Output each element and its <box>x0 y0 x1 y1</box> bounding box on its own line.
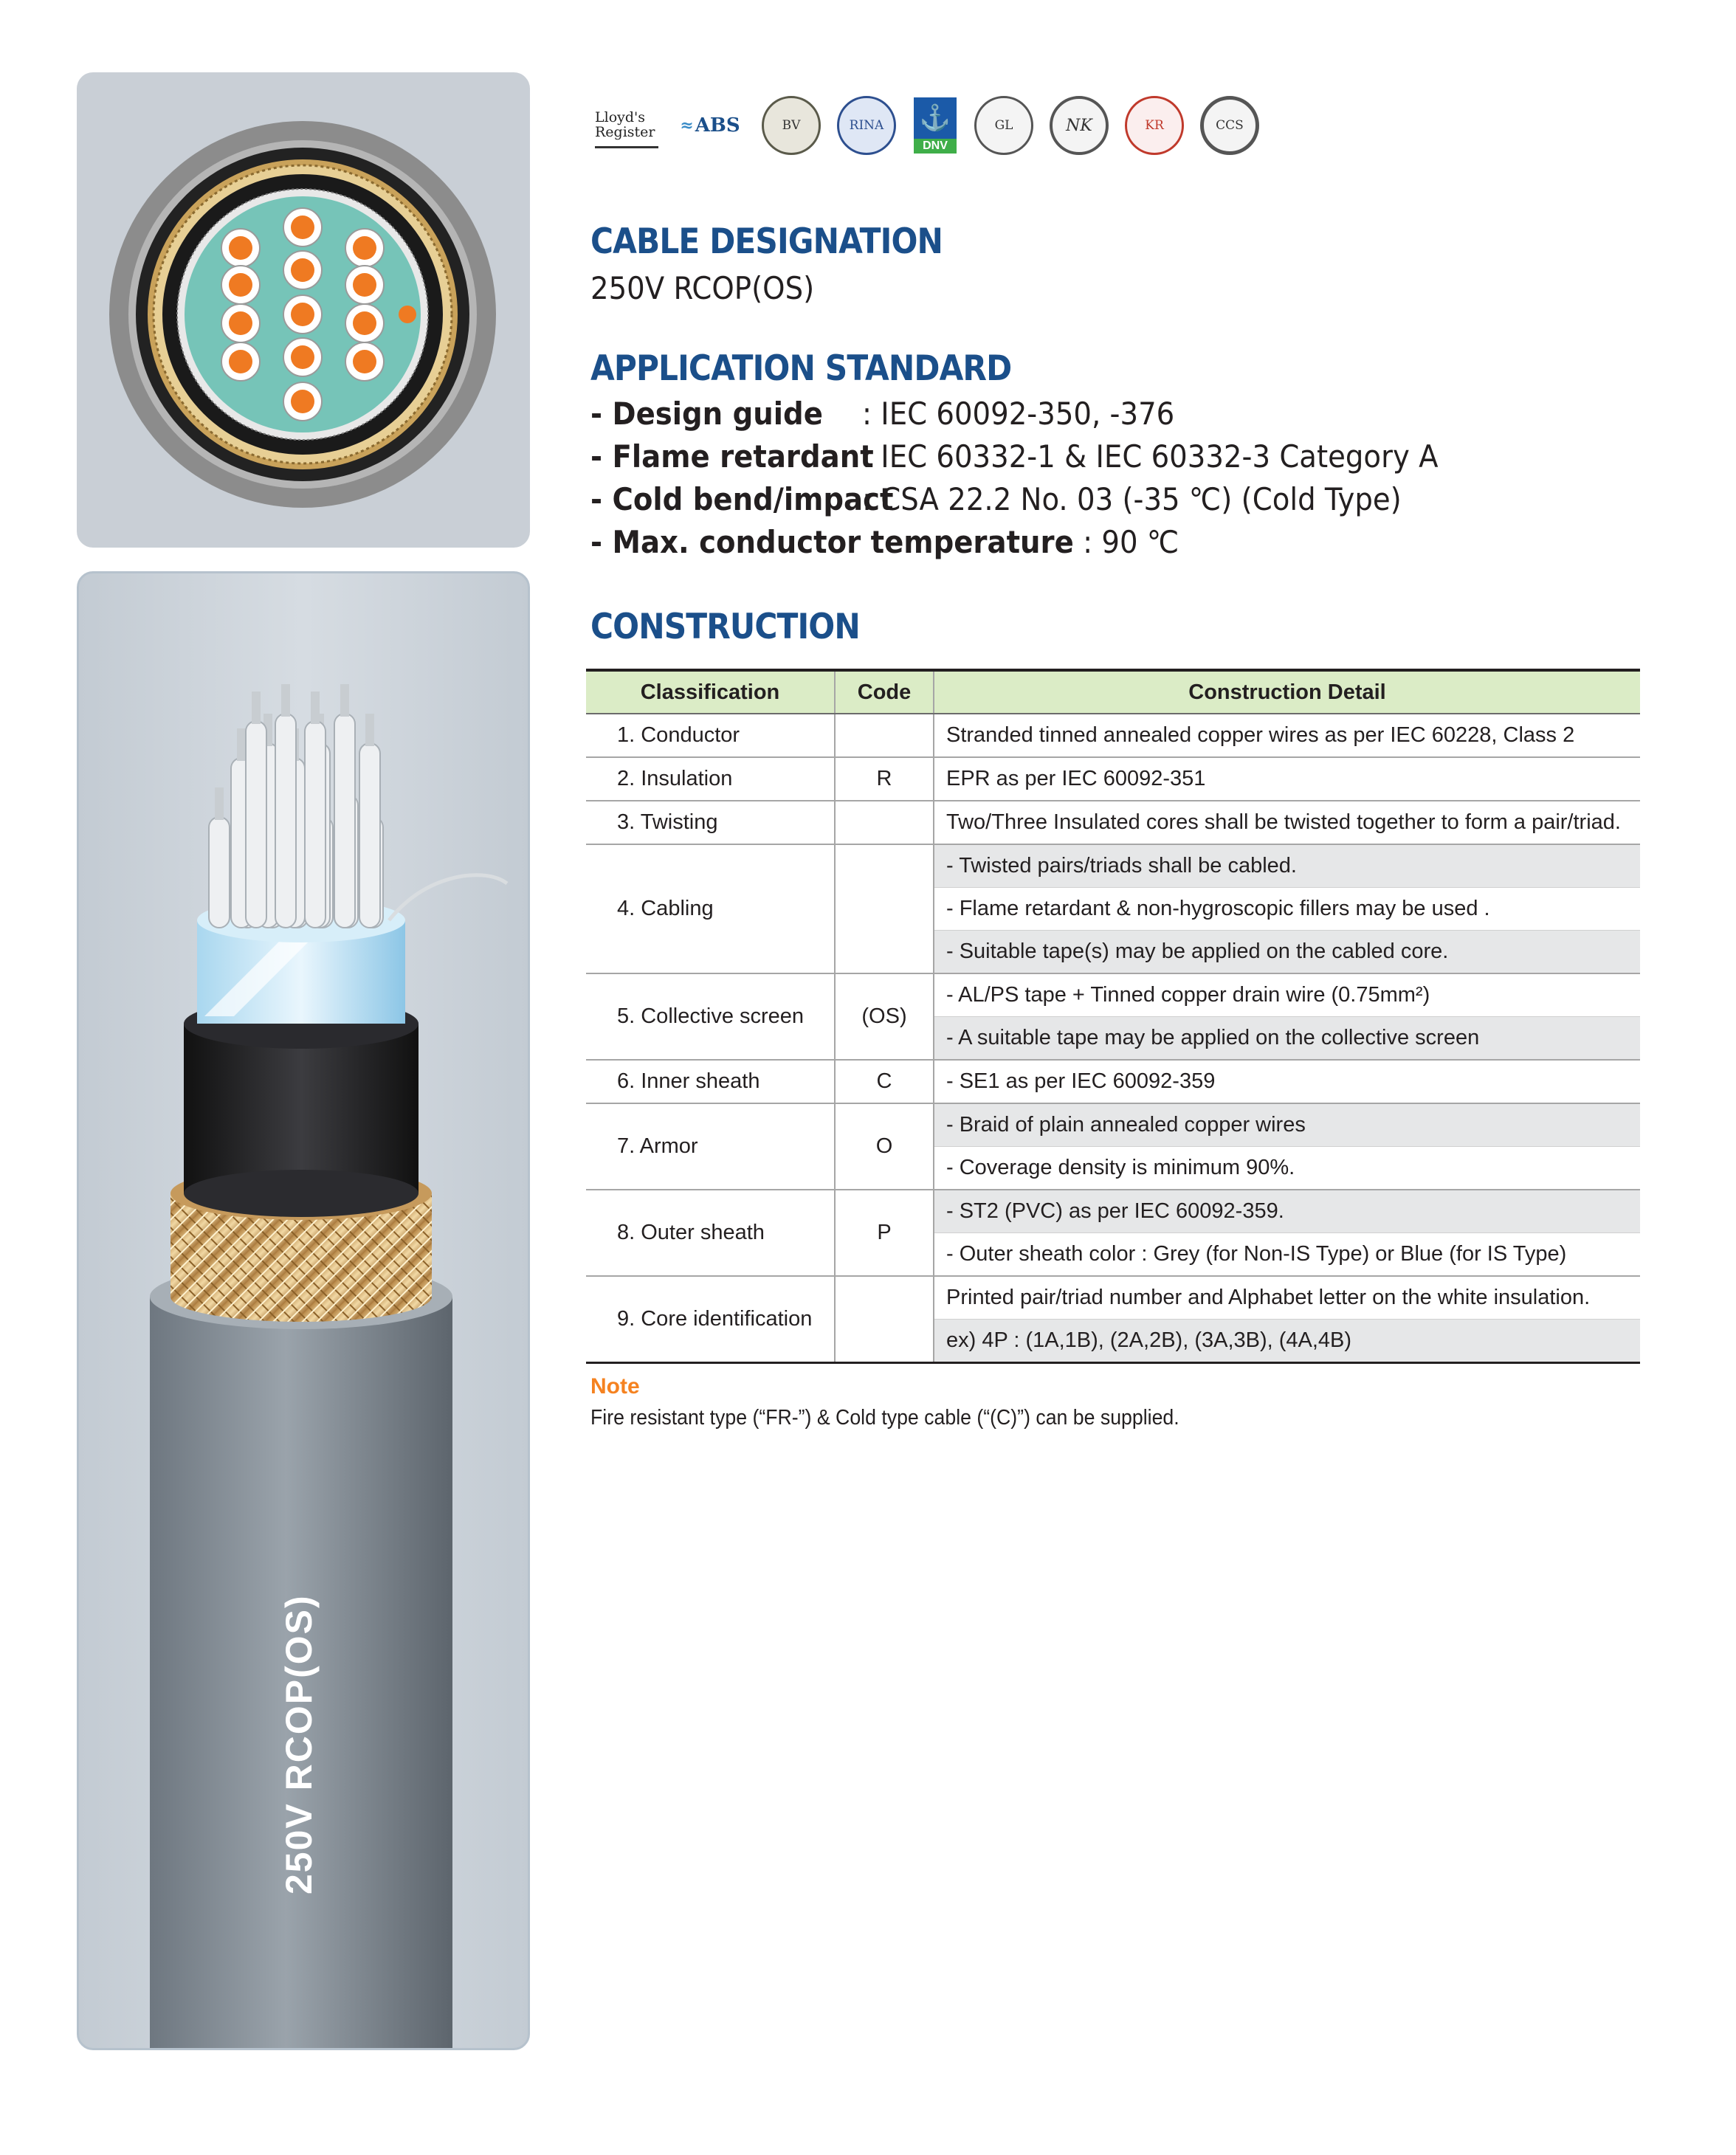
row-code: O <box>835 1103 934 1190</box>
table-row <box>586 844 1640 888</box>
cable-print-label: 250V RCOP(OS) <box>278 1594 320 1894</box>
conductor <box>353 236 376 260</box>
row-detail: - SE1 as per IEC 60092-359 <box>934 1060 1640 1103</box>
row-classification: 4. Cabling <box>586 844 835 973</box>
abs-waves-icon: ≈ <box>680 116 694 135</box>
table-row <box>586 973 1640 1017</box>
row-detail: - ST2 (PVC) as per IEC 60092-359. <box>934 1190 1640 1233</box>
kr-seal: KR <box>1125 96 1184 155</box>
conductor-strand <box>237 728 246 761</box>
row-classification: 9. Core identification <box>586 1276 835 1363</box>
row-code <box>835 801 934 844</box>
standard-flame-retardant: - Flame retardant: IEC 60332-1 & IEC 60332-3 Category A <box>590 438 1439 475</box>
conductor-strand <box>252 692 261 724</box>
table-row <box>586 757 1640 801</box>
construction-table <box>586 669 1640 1364</box>
conductor <box>353 350 376 373</box>
row-detail: - Flame retardant & non-hygroscopic fillers may be used . <box>934 888 1640 931</box>
dnv-logo: ⚓ DNV <box>912 96 958 155</box>
insulated-core <box>359 743 380 928</box>
row-code: C <box>835 1060 934 1103</box>
row-classification: 1. Conductor <box>586 714 835 757</box>
row-classification: 7. Armor <box>586 1103 835 1190</box>
row-detail: ex) 4P : (1A,1B), (2A,2B), (3A,3B), (4A,4B) <box>934 1320 1640 1363</box>
designation-heading: CABLE DESIGNATION <box>590 221 943 262</box>
row-classification: 2. Insulation <box>586 757 835 801</box>
row-detail: - Braid of plain annealed copper wires <box>934 1103 1640 1147</box>
conductor <box>353 273 376 297</box>
table-row <box>586 801 1640 844</box>
construction-heading: CONSTRUCTION <box>590 607 860 647</box>
anchor-icon: ⚓ <box>914 97 957 139</box>
row-code: (OS) <box>835 973 934 1060</box>
conductor-strand <box>365 714 374 746</box>
insulated-core <box>305 721 326 928</box>
insulated-core <box>209 817 230 928</box>
nk-seal: NK <box>1050 96 1109 155</box>
note-title: Note <box>590 1374 640 1399</box>
conductor <box>291 258 314 282</box>
conductor <box>291 345 314 369</box>
gl-seal: GL <box>974 96 1033 155</box>
conductor <box>291 303 314 326</box>
row-code <box>835 714 934 757</box>
conductor <box>229 236 252 260</box>
table-header-row <box>586 670 1640 714</box>
conductor <box>229 311 252 335</box>
conductor <box>291 390 314 413</box>
row-detail: - Coverage density is minimum 90%. <box>934 1147 1640 1190</box>
designation-value: 250V RCOP(OS) <box>590 270 815 306</box>
table-row <box>586 1103 1640 1147</box>
row-classification: 6. Inner sheath <box>586 1060 835 1103</box>
row-classification: 8. Outer sheath <box>586 1190 835 1276</box>
conductor <box>291 216 314 239</box>
conductor-strand <box>311 692 320 724</box>
row-code: P <box>835 1190 934 1276</box>
cross-section-panel <box>77 72 530 548</box>
table-row <box>586 1190 1640 1233</box>
note-text: Fire resistant type (“FR-”) & Cold type cable (“(C)”) can be supplied. <box>590 1406 1179 1430</box>
standard-cold-bend: - Cold bend/impact: CSA 22.2 No. 03 (-35 ℃) (Cold Type) <box>590 481 1402 517</box>
row-detail: - Suitable tape(s) may be applied on the cabled core. <box>934 931 1640 974</box>
application-heading: APPLICATION STANDARD <box>590 348 1012 389</box>
table-row <box>586 714 1640 757</box>
conductor <box>229 350 252 373</box>
row-detail: Stranded tinned annealed copper wires as per IEC 60228, Class 2 <box>934 714 1640 757</box>
row-detail: EPR as per IEC 60092-351 <box>934 757 1640 801</box>
cable-cross-section-illustration <box>77 72 530 548</box>
row-detail: Printed pair/triad number and Alphabet letter on the white insulation. <box>934 1276 1640 1320</box>
conductor-strand <box>281 684 290 717</box>
row-classification: 5. Collective screen <box>586 973 835 1060</box>
row-detail: - AL/PS tape + Tinned copper drain wire (0.75mm²) <box>934 973 1640 1017</box>
row-detail: Two/Three Insulated cores shall be twisted together to form a pair/triad. <box>934 801 1640 844</box>
insulated-core <box>246 721 266 928</box>
row-detail: - A suitable tape may be applied on the collective screen <box>934 1017 1640 1061</box>
standard-design-guide: - Design guide : IEC 60092-350, -376 <box>590 396 1175 432</box>
header-detail: Construction Detail <box>934 670 1640 714</box>
table-row <box>586 1276 1640 1320</box>
lloyds-register-logo: Lloyd's Register <box>595 103 658 148</box>
ccs-seal: CCS <box>1200 96 1259 155</box>
insulated-core <box>334 714 355 928</box>
row-detail: - Outer sheath color : Grey (for Non-IS Type) or Blue (for IS Type) <box>934 1233 1640 1277</box>
cable-side-view-illustration <box>79 573 528 2048</box>
conductor-strand <box>340 684 349 717</box>
conductor-strand <box>215 787 224 820</box>
conductor <box>353 311 376 335</box>
row-classification: 3. Twisting <box>586 801 835 844</box>
row-detail: - Twisted pairs/triads shall be cabled. <box>934 844 1640 888</box>
cable-side-view-panel <box>77 571 530 2050</box>
header-classification: Classification <box>586 670 835 714</box>
abs-logo: ≈ ABS <box>680 114 740 137</box>
row-code <box>835 844 934 973</box>
rina-seal: RINA <box>837 96 896 155</box>
row-code: R <box>835 757 934 801</box>
standard-max-temperature: - Max. conductor temperature : 90 ℃ <box>590 524 1179 560</box>
row-code <box>835 1276 934 1363</box>
table-row <box>586 1060 1640 1103</box>
insulated-core <box>275 714 296 928</box>
header-code: Code <box>835 670 934 714</box>
conductor <box>229 273 252 297</box>
certification-logos <box>595 90 1275 161</box>
bureau-veritas-seal: BV <box>762 96 821 155</box>
